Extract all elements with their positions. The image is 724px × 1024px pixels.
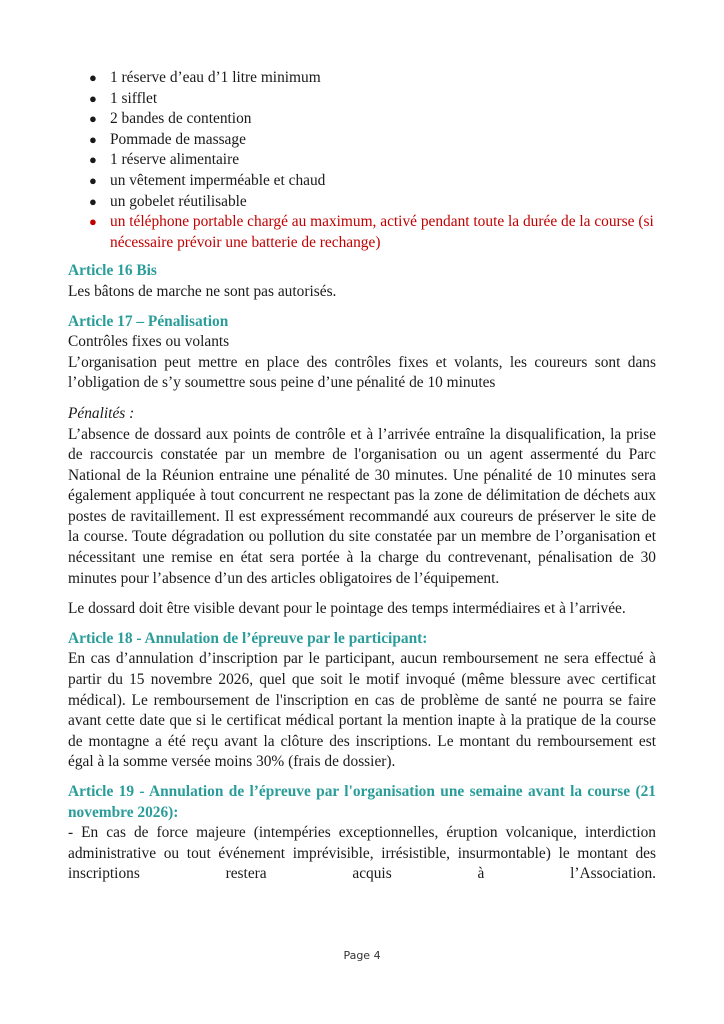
bullet-icon: ● [89, 90, 97, 106]
list-item [68, 150, 656, 171]
list-item [68, 68, 656, 89]
list-item [68, 171, 656, 192]
bullet-icon: ● [89, 172, 97, 188]
bullet-icon: ● [89, 131, 97, 147]
list-item-text: 1 sifflet [110, 89, 158, 107]
list-item [68, 192, 656, 213]
penalties-label: Pénalités : [68, 404, 135, 422]
article-body: En cas d’annulation d’inscription par le participant, aucun remboursement ne sera effectué à partir du 15 novembre 2026, quel que soit le motif invoqué (même blessure avec certificat médical). Le remboursement de l'inscription en cas de problème de santé ne pourra se faire avant cette date que si le certificat médical portant la mention inapte à la pratique de la course de montagne a été reçu avant la clôture des inscriptions. Le montant du remboursement est égal à la somme versée moins 30% (frais de dossier). [68, 650, 656, 771]
article-17 [68, 312, 656, 620]
bullet-icon: ● [89, 152, 97, 168]
article-body: Les bâtons de marche ne sont pas autorisés. [68, 282, 337, 300]
list-item [68, 109, 656, 130]
article-heading: Article 18 - Annulation de l’épreuve par le participant: [68, 629, 428, 647]
list-item-text: 1 réserve d’eau d’1 litre minimum [110, 69, 321, 86]
article-18 [68, 629, 656, 773]
list-item [68, 130, 656, 151]
article-16-bis [68, 261, 656, 302]
list-item-text: un vêtement imperméable et chaud [110, 171, 326, 189]
page-content [68, 68, 656, 885]
bullet-icon: ● [89, 70, 97, 85]
list-item-text: 1 réserve alimentaire [110, 151, 240, 169]
list-item-text: un téléphone portable chargé au maximum, activé pendant toute la durée de la course (si nécessaire prévoir une batterie de rechange) [110, 213, 654, 251]
bullet-icon: ● [89, 214, 97, 230]
bullet-icon: ● [89, 193, 97, 209]
bullet-icon: ● [89, 111, 97, 127]
list-item [68, 89, 656, 110]
list-item-text: un gobelet réutilisable [110, 192, 247, 210]
list-item-highlighted [68, 212, 656, 253]
page-number: Page 4 [343, 949, 381, 962]
article-heading: Article 17 – Pénalisation [68, 312, 229, 330]
article-19 [68, 782, 656, 885]
article-heading: Article 19 - Annulation de l’épreuve par l'organisation une semaine avant la course (21 novembre 2026): [68, 783, 656, 821]
bib-note: Le dossard doit être visible devant pour le pointage des temps intermédiaires et à l’arrivée. [68, 600, 626, 618]
list-item-text: 2 bandes de contention [110, 110, 252, 128]
article-body: - En cas de force majeure (intempéries exceptionnelles, éruption volcanique, interdiction administrative ou tout événement imprévisible, irrésistible, insurmontable) le montant des inscriptions restera acquis à l’Association. [68, 824, 656, 883]
penalties-body: L’absence de dossard aux points de contrôle et à l’arrivée entraîne la disqualification, la prise de raccourcis constatée par un membre de l'organisation ou un agent assermenté du Parc National de la Réunion entraine une pénalité de 30 minutes. Une pénalité de 10 minutes sera également appliquée à tout concurrent ne respectant pas la zone de délimitation de déchets aux postes de ravitaillement. Il est expressément recommandé aux coureurs de préserver le site de la course. Toute dégradation ou pollution du site constatée par un membre de l’organisation et nécessitant une remise en état sera portée à la charge du contrevenant, pénalisation de 30 minutes pour l’absence d’un des articles obligatoires de l’équipement. [68, 425, 656, 587]
list-item-text: Pommade de massage [110, 130, 246, 148]
article-subheading: Contrôles fixes ou volants [68, 333, 230, 351]
equipment-list [68, 68, 656, 253]
article-heading: Article 16 Bis [68, 262, 157, 280]
article-body: L’organisation peut mettre en place des contrôles fixes et volants, les coureurs sont dans l’obligation de s’y soumettre sous peine d’une pénalité de 10 minutes [68, 353, 656, 392]
